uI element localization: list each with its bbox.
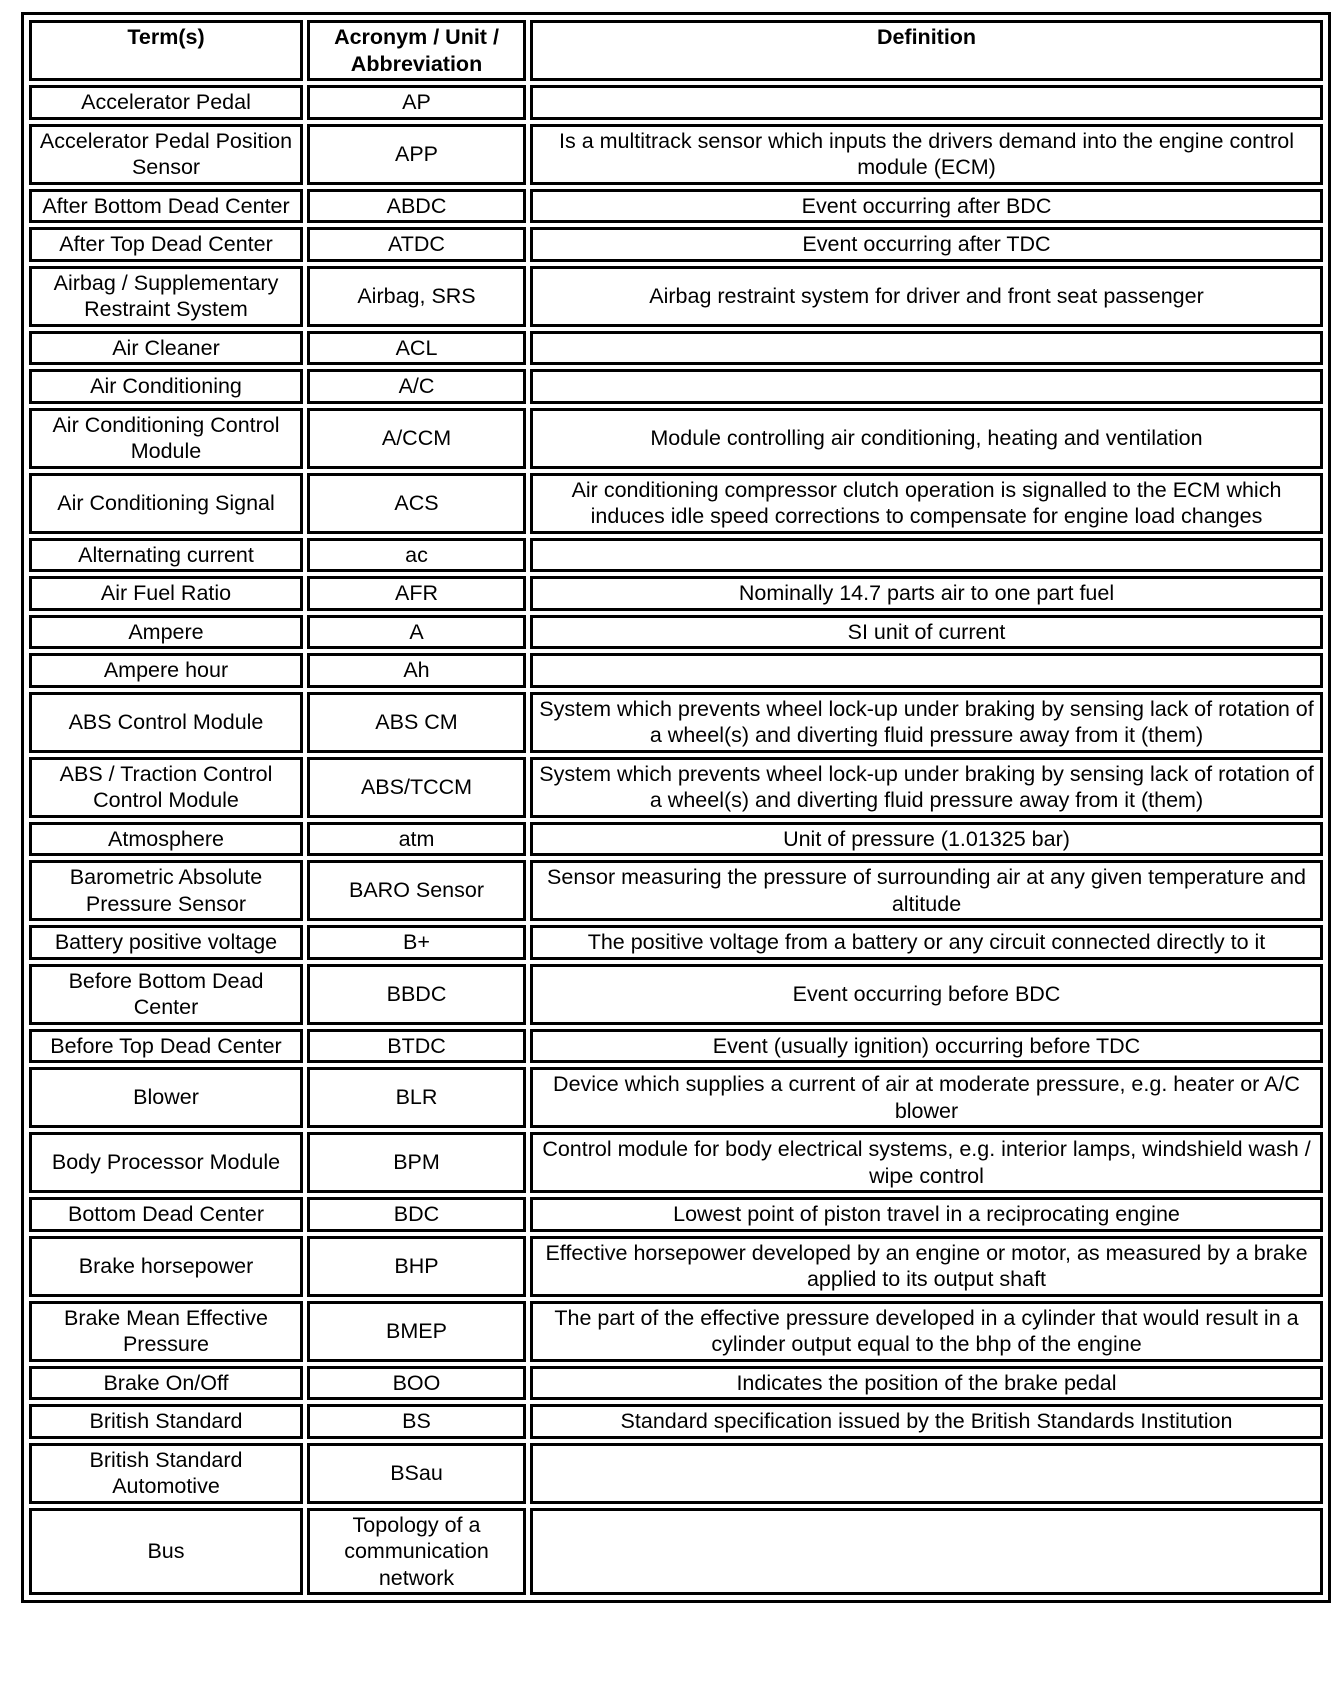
acronym-cell: ACS: [307, 473, 526, 534]
acronym-cell: Topology of a communication network: [307, 1508, 526, 1596]
table-row: [29, 408, 1323, 469]
term-cell: Blower: [29, 1067, 303, 1128]
acronym-cell: AP: [307, 85, 526, 120]
acronym-cell: ac: [307, 538, 526, 573]
glossary-table: [25, 16, 1327, 1599]
term-cell: Air Fuel Ratio: [29, 576, 303, 611]
acronym-cell: BSau: [307, 1443, 526, 1504]
definition-cell: Air conditioning compressor clutch operation is signalled to the ECM which induces idle speed corrections to compensate for engine load changes: [530, 473, 1323, 534]
definition-cell: Event occurring before BDC: [530, 964, 1323, 1025]
definition-cell: Event occurring after BDC: [530, 189, 1323, 224]
term-cell: Before Top Dead Center: [29, 1029, 303, 1064]
definition-cell: The part of the effective pressure developed in a cylinder that would result in a cylinder output equal to the bhp of the engine: [530, 1301, 1323, 1362]
term-cell: Battery positive voltage: [29, 925, 303, 960]
table-row: [29, 822, 1323, 857]
term-cell: Barometric Absolute Pressure Sensor: [29, 860, 303, 921]
term-cell: Accelerator Pedal Position Sensor: [29, 124, 303, 185]
table-row: [29, 1508, 1323, 1596]
term-cell: Air Conditioning Control Module: [29, 408, 303, 469]
definition-cell: Sensor measuring the pressure of surrounding air at any given temperature and altitude: [530, 860, 1323, 921]
definition-cell: Standard specification issued by the British Standards Institution: [530, 1404, 1323, 1439]
table-row: [29, 266, 1323, 327]
table-row: [29, 860, 1323, 921]
definition-cell: [530, 369, 1323, 404]
definition-cell: System which prevents wheel lock-up under braking by sensing lack of rotation of a wheel(s) and diverting fluid pressure away from it (them): [530, 692, 1323, 753]
table-row: [29, 1067, 1323, 1128]
term-cell: ABS / Traction Control Control Module: [29, 757, 303, 818]
table-row: [29, 1443, 1323, 1504]
acronym-cell: BLR: [307, 1067, 526, 1128]
acronym-cell: BOO: [307, 1366, 526, 1401]
term-cell: After Top Dead Center: [29, 227, 303, 262]
acronym-cell: A/C: [307, 369, 526, 404]
acronym-cell: BPM: [307, 1132, 526, 1193]
acronym-cell: ATDC: [307, 227, 526, 262]
definition-cell: Effective horsepower developed by an engine or motor, as measured by a brake applied to its output shaft: [530, 1236, 1323, 1297]
acronym-cell: AFR: [307, 576, 526, 611]
acronym-cell: A/CCM: [307, 408, 526, 469]
acronym-cell: ABS CM: [307, 692, 526, 753]
term-cell: Air Conditioning Signal: [29, 473, 303, 534]
term-cell: Brake On/Off: [29, 1366, 303, 1401]
glossary-table-frame: [21, 12, 1331, 1603]
table-row: [29, 369, 1323, 404]
table-row: [29, 538, 1323, 573]
definition-cell: The positive voltage from a battery or any circuit connected directly to it: [530, 925, 1323, 960]
term-cell: Before Bottom Dead Center: [29, 964, 303, 1025]
definition-cell: Is a multitrack sensor which inputs the drivers demand into the engine control module (ECM): [530, 124, 1323, 185]
term-cell: Bottom Dead Center: [29, 1197, 303, 1232]
acronym-cell: BBDC: [307, 964, 526, 1025]
definition-cell: [530, 538, 1323, 573]
term-cell: Alternating current: [29, 538, 303, 573]
acronym-cell: BMEP: [307, 1301, 526, 1362]
header-term: Term(s): [29, 20, 303, 81]
term-cell: Ampere: [29, 615, 303, 650]
table-row: [29, 331, 1323, 366]
table-row: [29, 757, 1323, 818]
term-cell: Accelerator Pedal: [29, 85, 303, 120]
table-row: [29, 1132, 1323, 1193]
definition-cell: SI unit of current: [530, 615, 1323, 650]
term-cell: Atmosphere: [29, 822, 303, 857]
definition-cell: System which prevents wheel lock-up under braking by sensing lack of rotation of a wheel(s) and diverting fluid pressure away from it (them): [530, 757, 1323, 818]
table-row: [29, 1404, 1323, 1439]
acronym-cell: BS: [307, 1404, 526, 1439]
table-row: [29, 124, 1323, 185]
definition-cell: [530, 331, 1323, 366]
term-cell: Ampere hour: [29, 653, 303, 688]
term-cell: Brake Mean Effective Pressure: [29, 1301, 303, 1362]
acronym-cell: atm: [307, 822, 526, 857]
definition-cell: Event (usually ignition) occurring before TDC: [530, 1029, 1323, 1064]
table-row: [29, 189, 1323, 224]
acronym-cell: Ah: [307, 653, 526, 688]
term-cell: Air Conditioning: [29, 369, 303, 404]
definition-cell: [530, 85, 1323, 120]
table-row: [29, 1301, 1323, 1362]
table-row: [29, 1197, 1323, 1232]
definition-cell: [530, 1508, 1323, 1596]
table-row: [29, 964, 1323, 1025]
table-row: [29, 85, 1323, 120]
acronym-cell: BHP: [307, 1236, 526, 1297]
term-cell: Bus: [29, 1508, 303, 1596]
table-row: [29, 692, 1323, 753]
term-cell: After Bottom Dead Center: [29, 189, 303, 224]
term-cell: Airbag / Supplementary Restraint System: [29, 266, 303, 327]
table-row: [29, 1366, 1323, 1401]
definition-cell: Lowest point of piston travel in a reciprocating engine: [530, 1197, 1323, 1232]
table-row: [29, 925, 1323, 960]
table-row: [29, 576, 1323, 611]
table-row: [29, 1236, 1323, 1297]
table-row: [29, 473, 1323, 534]
acronym-cell: Airbag, SRS: [307, 266, 526, 327]
acronym-cell: A: [307, 615, 526, 650]
acronym-cell: APP: [307, 124, 526, 185]
acronym-cell: B+: [307, 925, 526, 960]
definition-cell: Unit of pressure (1.01325 bar): [530, 822, 1323, 857]
acronym-cell: ACL: [307, 331, 526, 366]
term-cell: Brake horsepower: [29, 1236, 303, 1297]
table-row: [29, 1029, 1323, 1064]
term-cell: ABS Control Module: [29, 692, 303, 753]
header-definition: Definition: [530, 20, 1323, 81]
table-row: [29, 615, 1323, 650]
table-row: [29, 227, 1323, 262]
definition-cell: Module controlling air conditioning, heating and ventilation: [530, 408, 1323, 469]
acronym-cell: BARO Sensor: [307, 860, 526, 921]
table-row: [29, 653, 1323, 688]
term-cell: British Standard: [29, 1404, 303, 1439]
definition-cell: Event occurring after TDC: [530, 227, 1323, 262]
definition-cell: Device which supplies a current of air at moderate pressure, e.g. heater or A/C blower: [530, 1067, 1323, 1128]
acronym-cell: BDC: [307, 1197, 526, 1232]
definition-cell: [530, 1443, 1323, 1504]
definition-cell: Control module for body electrical systems, e.g. interior lamps, windshield wash / wipe control: [530, 1132, 1323, 1193]
acronym-cell: BTDC: [307, 1029, 526, 1064]
term-cell: British Standard Automotive: [29, 1443, 303, 1504]
term-cell: Body Processor Module: [29, 1132, 303, 1193]
acronym-cell: ABS/TCCM: [307, 757, 526, 818]
header-acronym: Acronym / Unit / Abbreviation: [307, 20, 526, 81]
definition-cell: Indicates the position of the brake pedal: [530, 1366, 1323, 1401]
header-row: [29, 20, 1323, 81]
definition-cell: [530, 653, 1323, 688]
definition-cell: Nominally 14.7 parts air to one part fuel: [530, 576, 1323, 611]
acronym-cell: ABDC: [307, 189, 526, 224]
definition-cell: Airbag restraint system for driver and front seat passenger: [530, 266, 1323, 327]
term-cell: Air Cleaner: [29, 331, 303, 366]
